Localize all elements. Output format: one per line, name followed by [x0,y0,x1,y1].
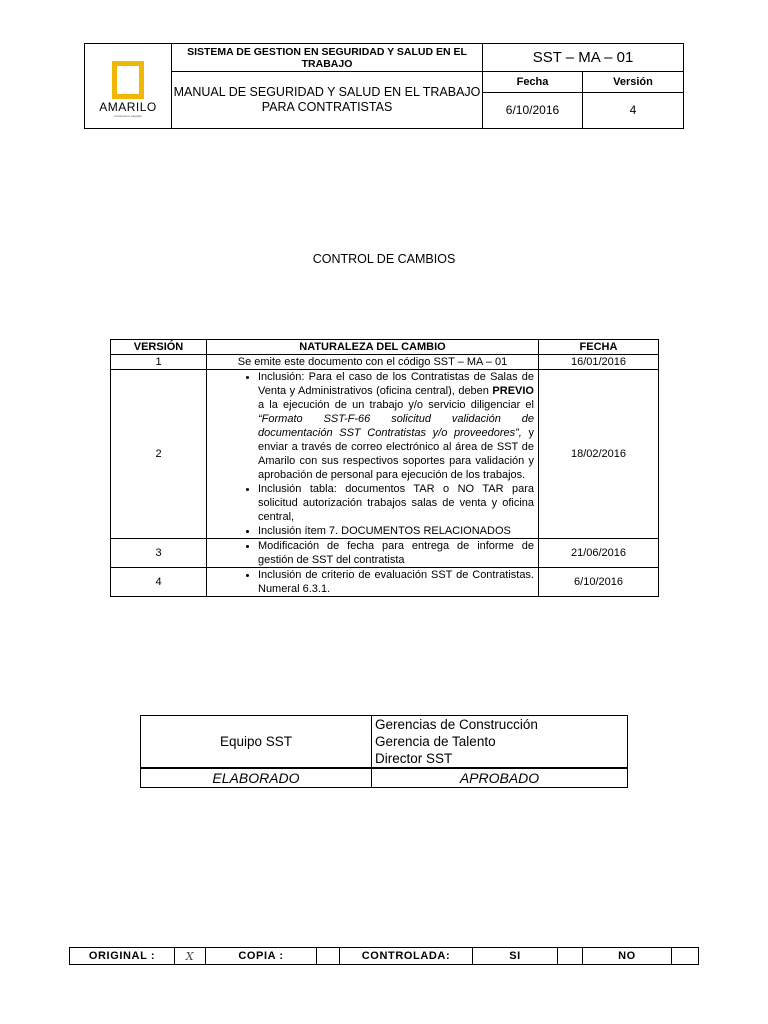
signature-table [140,715,628,788]
si-box [558,948,583,965]
table-row [111,539,659,568]
change-text-italic: “Formato SST-F-66 solicitud validación de documentación SST Contratistas y/o proveedores”, [258,413,534,439]
list-item: • Inclusión tabla: documentos TAR o NO TAR para solicitud autorización trabajos salas de venta y oficina central, [258,482,534,524]
system-title: SISTEMA DE GESTION EN SEGURIDAD Y SALUD EN EL TRABAJO [172,44,483,72]
list-item: • Inclusión de criterio de evaluación SST de Contratistas. Numeral 6.3.1. [258,568,534,596]
row-description [207,568,539,597]
copy-control-strip [69,947,699,965]
elaborated-by: Equipo SST [141,716,372,769]
fecha-value: 6/10/2016 [483,92,583,128]
change-list [211,370,534,538]
row-description: Se emite este documento con el código SST – MA – 01 [207,355,539,370]
version-label: Versión [583,72,684,92]
copia-box [317,948,340,965]
controlada-label: CONTROLADA: [340,948,473,965]
row-version: 4 [111,568,207,597]
logo-tagline: construimos alegrías [114,113,142,118]
row-version: 2 [111,370,207,539]
table-header-row [111,340,659,355]
table-row [111,355,659,370]
row-version: 1 [111,355,207,370]
row-date: 18/02/2016 [539,370,659,539]
copia-label: COPIA : [206,948,317,965]
section-title: CONTROL DE CAMBIOS [312,252,456,266]
no-label: NO [583,948,672,965]
row-date: 21/06/2016 [539,539,659,568]
approver: Gerencia de Talento [375,734,496,749]
logo-square-icon [112,61,144,99]
column-header-version: VERSIÓN [111,340,207,355]
change-text-bold: PREVIO [492,385,534,397]
version-value: 4 [583,92,684,128]
row-version: 3 [111,539,207,568]
change-text: a la ejecución de un trabajo y/o servicio diligenciar el [258,399,534,411]
document-header [84,43,684,129]
logo [85,44,172,129]
table-row [111,370,659,539]
list-item [258,370,534,482]
elaborated-label: ELABORADO [141,768,372,788]
row-description [207,370,539,539]
row-date: 16/01/2016 [539,355,659,370]
table-row [111,568,659,597]
row-description [207,539,539,568]
original-label: ORIGINAL : [70,948,175,965]
approved-by [372,716,628,769]
fecha-label: Fecha [483,72,583,92]
approver: Director SST [375,751,453,766]
no-box [672,948,699,965]
column-header-change: NATURALEZA DEL CAMBIO [207,340,539,355]
row-date: 6/10/2016 [539,568,659,597]
document-code: SST – MA – 01 [483,44,684,72]
change-text: Inclusión: Para el caso de los Contratistas de Salas de Venta y Administrativos (oficina central), deben [258,371,534,397]
logo-text: AMARILO [99,99,157,114]
approved-label: APROBADO [372,768,628,788]
manual-title: MANUAL DE SEGURIDAD Y SALUD EN EL TRABAJO PARA CONTRATISTAS [172,72,483,129]
approver: Gerencias de Construcción [375,717,538,732]
list-item: • Modificación de fecha para entrega de informe de gestión de SST del contratista [258,539,534,567]
change-control-table [110,339,659,597]
original-mark: X [175,948,206,965]
column-header-date: FECHA [539,340,659,355]
list-item: • Inclusión ítem 7. DOCUMENTOS RELACIONADOS [258,524,534,538]
change-text: y enviar a través de correo electrónico al área de SST de Amarilo con sus respectivos soportes para validación y aprobación de personal para ejecución de los trabajos. [258,427,534,481]
si-label: SI [473,948,558,965]
